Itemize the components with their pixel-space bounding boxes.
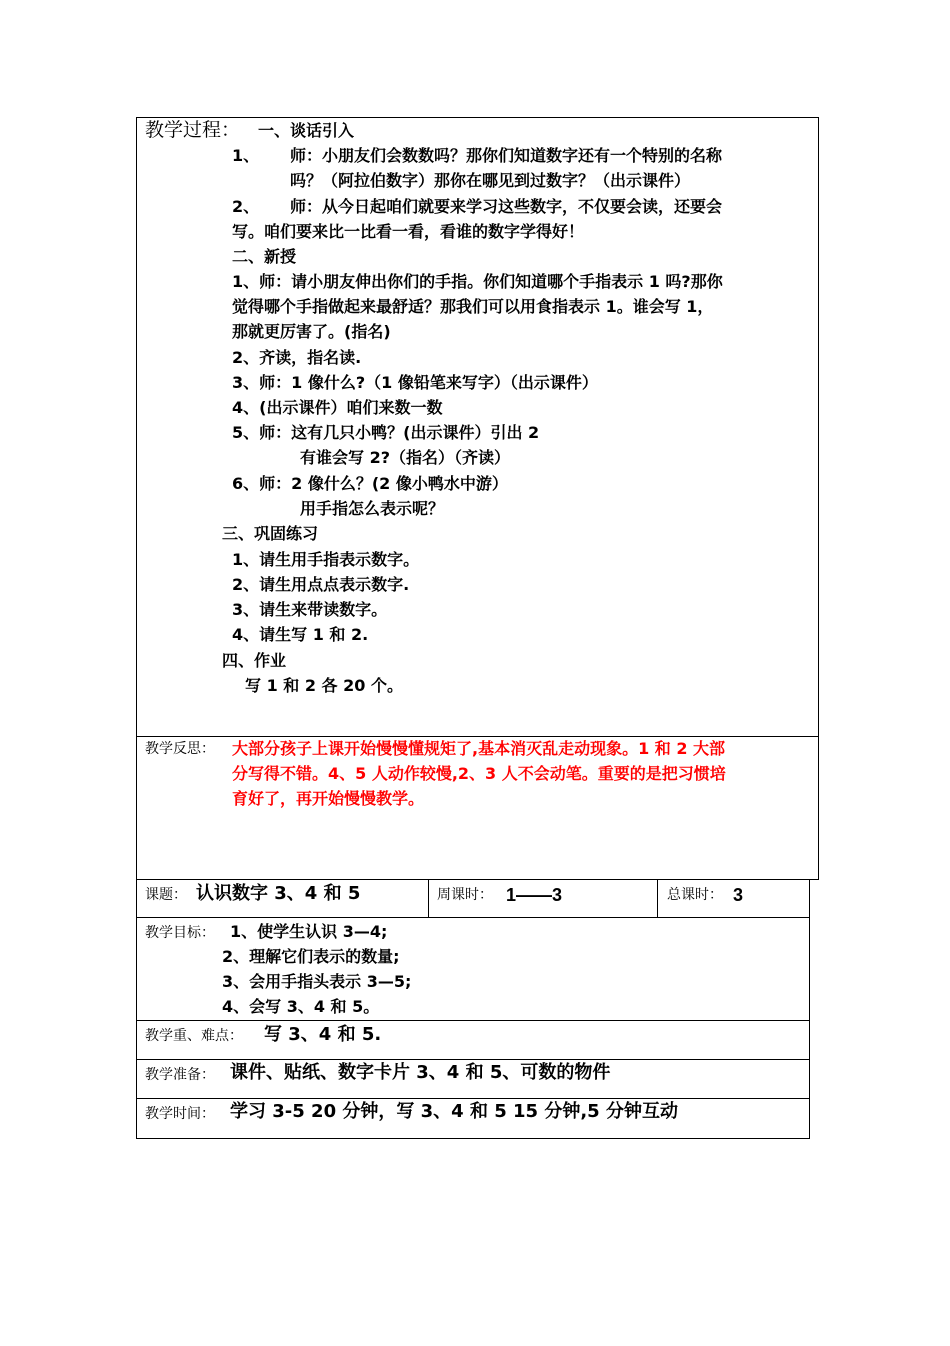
process-line: 觉得哪个手指做起来最舒适？那我们可以用食指表示 1。谁会写 1，: [232, 297, 714, 316]
cell-divider: [657, 879, 658, 918]
total-hours-value: 3: [733, 885, 744, 905]
process-line: 师：小朋友们会数数吗？那你们知道数字还有一个特别的名称: [290, 146, 723, 165]
key-points-label: 教学重、难点：: [145, 1028, 243, 1044]
preparation-label: 教学准备：: [145, 1067, 215, 1083]
process-line: 1、: [232, 146, 260, 165]
process-line: 1、师：请小朋友伸出你们的手指。你们知道哪个手指表示 1 吗?那你: [232, 272, 723, 291]
goals-label: 教学目标：: [145, 925, 215, 941]
reflection-label: 教学反思：: [145, 741, 215, 757]
process-line: 三、巩固练习: [222, 524, 319, 543]
cell-divider: [428, 879, 429, 918]
process-line: 2、齐读，指名读.: [232, 348, 362, 367]
topic-label: 课题：: [145, 887, 187, 903]
preparation-value: 课件、贴纸、数字卡片 3、4 和 5、可数的物件: [230, 1062, 611, 1083]
process-line: 4、请生写 1 和 2.: [232, 625, 369, 644]
total-hours-label: 总课时：: [667, 887, 723, 903]
process-line: 吗？（阿拉伯数字）那你在哪见到过数字？（出示课件）: [290, 171, 691, 190]
process-line: 四、作业: [222, 651, 287, 670]
process-line: 2、: [232, 197, 260, 216]
key-points-value: 写 3、4 和 5.: [264, 1024, 382, 1045]
goals-line: 4、会写 3、4 和 5。: [222, 997, 380, 1016]
goals-line: 2、理解它们表示的数量;: [222, 947, 400, 966]
process-line: 6、师：2 像什么？(2 像小鸭水中游）: [232, 474, 508, 493]
process-line: 用手指怎么表示呢？: [300, 499, 445, 518]
process-line: 二、新授: [232, 247, 297, 266]
process-line: 5、师：这有几只小鸭？(出示课件）引出 2: [232, 423, 540, 442]
process-line: 1、请生用手指表示数字。: [232, 550, 420, 569]
process-line: 那就更厉害了。(指名): [232, 322, 391, 341]
process-line: 有谁会写 2?（指名）（齐读）: [300, 448, 510, 467]
process-line: 写。咱们要来比一比看一看，看谁的数字学得好！: [232, 222, 585, 241]
time-value: 学习 3-5 20 分钟，写 3、4 和 5 15 分钟,5 分钟互动: [230, 1101, 678, 1122]
process-label: 教学过程：: [145, 119, 241, 141]
week-hours-label: 周课时：: [437, 887, 493, 903]
goals-line: 3、会用手指头表示 3—5;: [222, 972, 412, 991]
process-line: 师：从今日起咱们就要来学习这些数字，不仅要会读，还要会: [290, 197, 723, 216]
time-label: 教学时间：: [145, 1106, 215, 1122]
reflection-line: 分写得不错。4、5 人动作较慢,2、3 人不会动笔。重要的是把习惯培: [232, 764, 726, 783]
process-line: 3、请生来带读数字。: [232, 600, 388, 619]
process-heading: 一、谈话引入: [258, 121, 355, 140]
reflection-line: 育好了，再开始慢慢教学。: [232, 789, 425, 808]
process-line: 4、(出示课件）咱们来数一数: [232, 398, 443, 417]
topic-value: 认识数字 3、4 和 5: [196, 883, 361, 904]
week-hours-value: 1——3: [506, 885, 563, 905]
process-line: 2、请生用点点表示数字.: [232, 575, 410, 594]
process-line: 写 1 和 2 各 20 个。: [245, 676, 403, 695]
process-line: 3、师：1 像什么?（1 像铅笔来写字）（出示课件）: [232, 373, 598, 392]
reflection-line: 大部分孩子上课开始慢慢懂规矩了,基本消灭乱走动现象。1 和 2 大部: [232, 739, 726, 758]
goals-line: 1、使学生认识 3—4;: [230, 922, 388, 941]
